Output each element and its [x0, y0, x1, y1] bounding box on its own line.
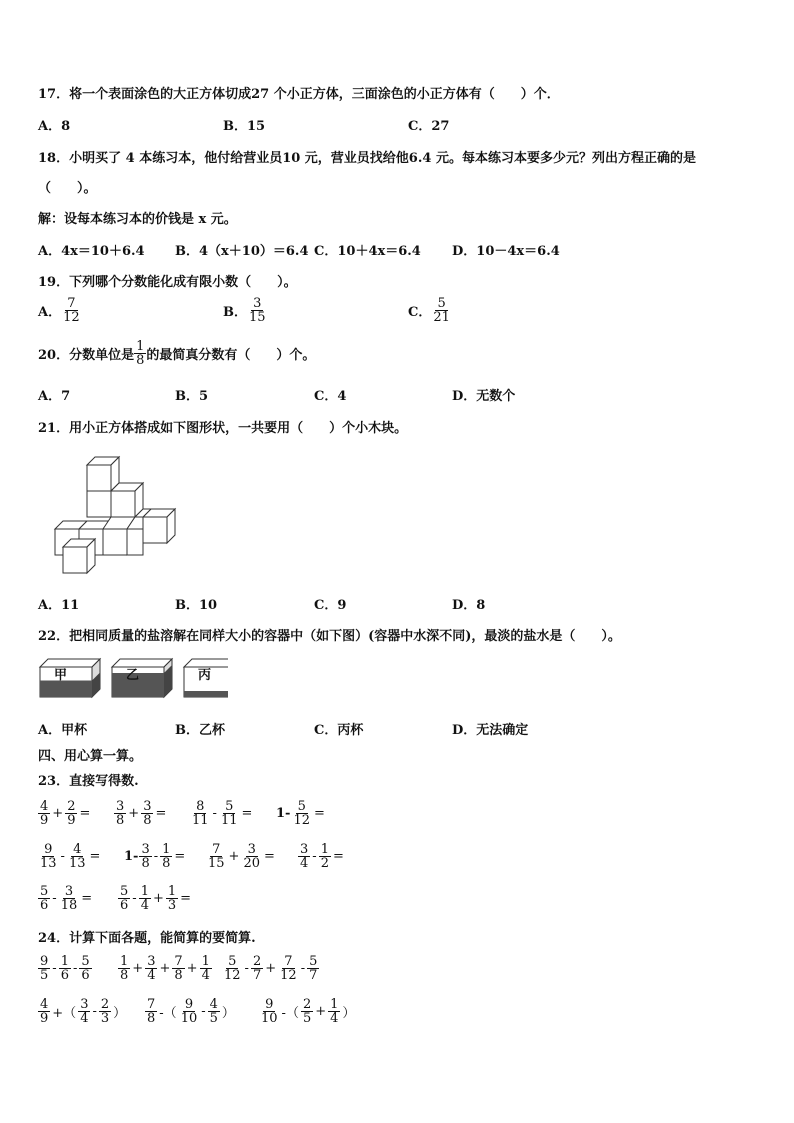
- water-level: [184, 691, 228, 697]
- container-label: 丙: [198, 668, 212, 683]
- q21-option-a: A．11: [38, 598, 80, 613]
- q23-expr-6: 1- $\frac{3}{8}$ - $\frac{1}{8}$ =: [124, 842, 186, 871]
- q19-option-b-label: B．: [223, 305, 247, 320]
- q19-option-c: [408, 297, 452, 324]
- container-label: 甲: [54, 668, 68, 683]
- section-title: 四、用心算一算。: [38, 749, 143, 764]
- q18-option-a: A．4x＝10＋6.4: [38, 244, 145, 259]
- q23-expr-4: 1- $\frac{5}{12}$ =: [276, 799, 325, 828]
- q20-option-c: C．4: [314, 389, 347, 404]
- cube-figure: [44, 453, 184, 575]
- containers-figure: [38, 655, 228, 701]
- q17-option-a: A．8: [38, 119, 71, 134]
- q22-option-c: C．丙杯: [314, 723, 364, 738]
- q19-text: 19．下列哪个分数能化成有限小数（ ）。: [38, 275, 297, 290]
- q23-expr-10: $\frac{5}{6}$ - $\frac{1}{4}$ + $\frac{1}{3}$ =: [120, 884, 192, 913]
- q24-expr-2: $\frac{1}{8}$ + $\frac{3}{4}$ + $\frac{7}{8}$ + $\frac{1}{4}$: [120, 954, 210, 983]
- q23-expr-3: $\frac{8}{11}$ - $\frac{5}{11}$ =: [192, 799, 253, 828]
- q23-expr-7: $\frac{7}{15}$ + $\frac{3}{20}$ =: [208, 842, 275, 871]
- q18-line3: 解：设每本练习本的价钱是 x 元。: [38, 212, 237, 227]
- q21-text: 21．用小正方体搭成如下图形状，一共要用（ ）个小木块。: [38, 421, 408, 436]
- q24-expr-6: $\frac{9}{10}$ -（ $\frac{2}{5}$ + $\frac{1}{4}$ ）: [261, 997, 356, 1026]
- q23-expr-5: $\frac{9}{13}$ - $\frac{4}{13}$ =: [40, 842, 101, 871]
- q17-option-c: C．27: [408, 119, 450, 134]
- q21-option-d: D．8: [452, 598, 486, 613]
- q24-expr-3: $\frac{5}{12}$ - $\frac{2}{7}$ + $\frac{7}{12}$ - $\frac{5}{7}$: [224, 954, 318, 983]
- q22-option-b: B．乙杯: [175, 723, 225, 738]
- q22-option-d: D．无法确定: [452, 723, 529, 738]
- q21-option-c: C．9: [314, 598, 347, 613]
- q22-text: 22．把相同质量的盐溶解在同样大小的容器中（如下图）(容器中水深不同)，最淡的盐水是（ ）。: [38, 629, 621, 644]
- q19-option-b: [223, 297, 268, 324]
- q22-option-a: A．甲杯: [38, 723, 88, 738]
- q20-option-a: A．7: [38, 389, 71, 404]
- q21-option-b: B．10: [175, 598, 218, 613]
- q18-option-d: D．10－4x＝6.4: [452, 244, 560, 259]
- q20-text-post: 的最简真分数有（ ）个。: [146, 348, 316, 363]
- fraction: $\frac{3}{15}$: [249, 296, 266, 325]
- q20-option-d: D．无数个: [452, 389, 516, 404]
- container-1: [40, 659, 100, 697]
- q19-option-c-label: C．: [408, 305, 432, 320]
- q17-option-b: B．15: [223, 119, 266, 134]
- fraction: $\frac{1}{8}$: [136, 339, 145, 368]
- q19-option-a-label: A．: [38, 305, 62, 320]
- q20-text-pre: 20．分数单位是: [38, 348, 135, 363]
- container-2: [112, 659, 172, 697]
- q23-expr-9: $\frac{5}{6}$ - $\frac{3}{18}$ =: [40, 884, 93, 913]
- q24-expr-5: $\frac{7}{8}$ -（ $\frac{9}{10}$ - $\frac{4}{5}$ ）: [147, 997, 235, 1026]
- q18-option-c: C．10＋4x＝6.4: [314, 244, 421, 259]
- q23-expr-8: $\frac{3}{4}$ - $\frac{1}{2}$ =: [300, 842, 344, 871]
- q24-text: 24．计算下面各题，能简算的要简算.: [38, 931, 256, 946]
- q24-expr-1: $\frac{9}{5}$ - $\frac{1}{6}$ - $\frac{5}{6}$: [40, 954, 90, 983]
- q17-text: 17．将一个表面涂色的大正方体切成27 个小正方体，三面涂色的小正方体有（ ）个．: [38, 87, 560, 102]
- q18-line1: 18．小明买了 4 本练习本，他付给营业员10 元，营业员找给他6.4 元。每本练习本要多少元？列出方程正确的是: [38, 151, 696, 166]
- q19-option-a: [38, 297, 82, 324]
- container-3: [184, 659, 228, 697]
- q20-option-b: B．5: [175, 389, 209, 404]
- q23-expr-1: $\frac{4}{9}$ + $\frac{2}{9}$ =: [40, 799, 91, 828]
- q24-expr-4: $\frac{4}{9}$ +（ $\frac{3}{4}$ - $\frac{2}{3}$ ）: [40, 997, 127, 1026]
- fraction: $\frac{5}{21}$: [433, 296, 450, 325]
- q23-expr-2: $\frac{3}{8}$ + $\frac{3}{8}$ =: [116, 799, 167, 828]
- q20-text: [38, 340, 315, 367]
- fraction: $\frac{7}{12}$: [63, 296, 80, 325]
- container-label: 乙: [126, 668, 140, 683]
- q18-option-b: B．4（x＋10）＝6.4: [175, 244, 309, 259]
- q18-line2: （ ）。: [38, 181, 97, 196]
- q23-text: 23．直接写得数.: [38, 774, 139, 789]
